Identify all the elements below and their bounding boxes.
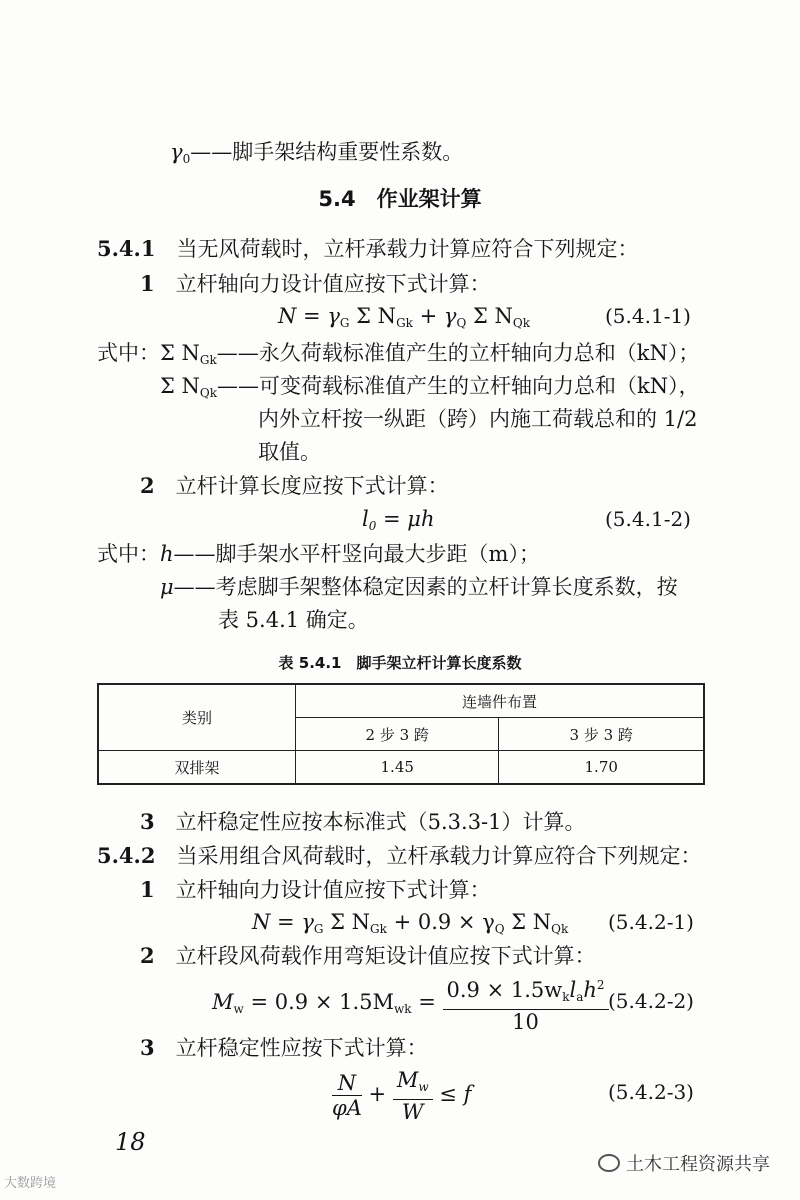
clause-text: 当采用组合风荷载时，立杆承载力计算应符合下列规定： — [176, 844, 702, 868]
table-header-col: 3 步 3 跨 — [499, 718, 704, 751]
equation-5-4-2-1 — [252, 908, 568, 943]
where-prefix: 式中： — [97, 341, 160, 365]
item-text: 立杆计算长度应按下式计算： — [175, 474, 449, 498]
table-header-group: 连墙件布置 — [296, 684, 705, 718]
eq-subscript: Qk — [512, 316, 530, 330]
table-cell: 1.70 — [499, 751, 704, 785]
eq-term: ≤ f — [432, 1082, 472, 1106]
eq-symbol: M — [212, 990, 234, 1014]
item-number: 3 — [140, 1035, 155, 1060]
item-text: 立杆稳定性应按下式计算： — [175, 1036, 428, 1060]
eq-term: Σ N — [466, 304, 513, 328]
where-line-3 — [97, 540, 540, 568]
fraction-numerator — [393, 1068, 433, 1100]
eq-operator: = — [411, 990, 443, 1014]
page-number: 18 — [115, 1128, 146, 1156]
eq-subscript: Qk — [551, 922, 569, 936]
eq-term: N = γ — [252, 910, 314, 934]
eq-subscript: G — [313, 922, 324, 936]
eq-symbol: l — [569, 978, 577, 1002]
where-text: ——脚手架水平杆竖向最大步距（m）； — [173, 542, 540, 566]
table-header-category: 类别 — [98, 684, 296, 751]
watermark-right — [598, 1150, 770, 1176]
eq-subscript: a — [576, 990, 584, 1004]
eq-superscript: 2 — [596, 978, 605, 992]
eq-term: Σ N — [504, 910, 552, 934]
item-text: 立杆轴向力设计值应按下式计算： — [175, 272, 491, 296]
table-caption: 表 5.4.1 脚手架立杆计算长度系数 — [278, 654, 522, 672]
where-line-2-cont: 取值。 — [258, 440, 321, 464]
where-line-2 — [160, 372, 700, 407]
table-cell: 1.45 — [296, 751, 499, 785]
eq-term: = 0.9 × 1.5M — [243, 990, 394, 1014]
where-symbol: h — [160, 542, 174, 566]
eq-symbol: γ — [327, 304, 340, 328]
eq-subscript: G — [339, 316, 350, 330]
equation-number: (5.4.1-1) — [605, 304, 691, 328]
eq-fraction — [443, 973, 609, 1034]
item-number: 1 — [140, 877, 155, 902]
equation-number: (5.4.2-1) — [608, 910, 694, 934]
item-3b — [140, 1034, 428, 1062]
clause-text: 当无风荷载时，立杆承载力计算应符合下列规定： — [176, 237, 639, 261]
where-text: ——考虑脚手架整体稳定因素的立杆计算长度系数，按 — [173, 575, 678, 599]
gamma-text: ——脚手架结构重要性系数。 — [190, 140, 464, 164]
item-1 — [140, 270, 491, 298]
equation-5-4-1-2 — [362, 505, 434, 540]
watermark-left-text: 大数跨境 — [4, 1176, 57, 1191]
eq-term: 0.9 × 1.5w — [446, 978, 563, 1002]
eq-symbol: M — [396, 1067, 419, 1092]
where-text: ——永久荷载标准值产生的立杆轴向力总和（kN）； — [216, 341, 700, 365]
eq-fraction — [332, 1071, 362, 1120]
clause-number: 5.4.2 — [97, 843, 156, 868]
equation-5-4-2-2 — [212, 973, 609, 1037]
eq-subscript: w — [418, 1079, 429, 1094]
where-symbol: Σ N — [160, 374, 200, 398]
gamma-symbol: γ — [170, 140, 183, 164]
item-2 — [140, 472, 449, 500]
eq-term: + 0.9 × γ — [386, 910, 495, 934]
table-row-label: 双排架 — [98, 751, 296, 785]
eq-subscript: Gk — [396, 316, 413, 330]
eq-subscript: w — [233, 1002, 244, 1016]
fraction-numerator: N — [332, 1071, 362, 1096]
clause-5-4-1 — [97, 235, 638, 263]
gamma-subscript: 0 — [182, 152, 191, 166]
where-text: ——可变荷载标准值产生的立杆轴向力总和（kN）， — [217, 374, 700, 398]
eq-term: Σ N — [323, 910, 371, 934]
fraction-denominator: 10 — [512, 1010, 539, 1034]
item-2b — [140, 942, 596, 970]
where-line-1 — [97, 339, 699, 374]
eq-subscript: wk — [394, 1002, 412, 1016]
where-prefix: 式中： — [97, 542, 160, 566]
eq-operator: + — [361, 1082, 393, 1106]
gamma-definition — [170, 138, 463, 173]
eq-symbol: l — [362, 507, 369, 531]
watermark-right-text: 土木工程资源共享 — [626, 1154, 770, 1175]
item-1b — [140, 876, 491, 904]
item-number: 1 — [140, 271, 155, 296]
eq-subscript: Q — [494, 922, 505, 936]
equation-number: (5.4.2-3) — [608, 1080, 694, 1104]
where-line-4-cont: 表 5.4.1 确定。 — [218, 608, 369, 632]
wechat-icon — [598, 1154, 620, 1172]
item-number: 2 — [140, 943, 155, 968]
where-symbol: Σ N — [160, 341, 200, 365]
eq-term: Σ N — [349, 304, 397, 328]
coefficient-table — [97, 683, 705, 785]
where-symbol: μ — [160, 575, 174, 599]
section-heading: 5.4 作业架计算 — [318, 187, 482, 211]
table-header-col: 2 步 3 跨 — [296, 718, 499, 751]
eq-subscript: Q — [456, 316, 467, 330]
equation-number: (5.4.1-2) — [605, 507, 691, 531]
eq-operator: + — [412, 304, 444, 328]
fraction-numerator — [443, 973, 609, 1010]
where-line-4 — [160, 573, 678, 601]
where-subscript: Gk — [199, 353, 217, 367]
clause-5-4-2 — [97, 842, 701, 870]
watermark-left — [4, 1172, 56, 1191]
where-line-2-cont: 内外立杆按一纵距（跨）内施工荷载总和的 1/2 — [258, 407, 698, 431]
item-3 — [140, 808, 586, 836]
clause-number: 5.4.1 — [97, 236, 156, 261]
eq-symbol: γ — [443, 304, 457, 328]
eq-fraction — [393, 1068, 433, 1124]
eq-term: = μh — [376, 507, 435, 531]
where-subscript: Qk — [199, 386, 218, 400]
item-number: 2 — [140, 473, 155, 498]
item-text: 立杆稳定性应按本标准式（5.3.3-1）计算。 — [175, 810, 586, 834]
fraction-denominator: W — [401, 1099, 424, 1124]
eq-subscript: Gk — [370, 922, 387, 936]
eq-subscript: k — [562, 990, 570, 1004]
eq-subscript: 0 — [368, 519, 377, 533]
item-text: 立杆轴向力设计值应按下式计算： — [175, 878, 491, 902]
eq-operator: = — [296, 304, 328, 328]
equation-5-4-1-1 — [278, 302, 530, 337]
eq-symbol: N — [278, 304, 297, 328]
eq-symbol: h — [583, 978, 597, 1002]
item-text: 立杆段风荷载作用弯矩设计值应按下式计算： — [175, 944, 596, 968]
fraction-denominator: φA — [332, 1096, 362, 1120]
item-number: 3 — [140, 809, 155, 834]
equation-5-4-2-3 — [332, 1066, 471, 1124]
equation-number: (5.4.2-2) — [608, 989, 694, 1013]
